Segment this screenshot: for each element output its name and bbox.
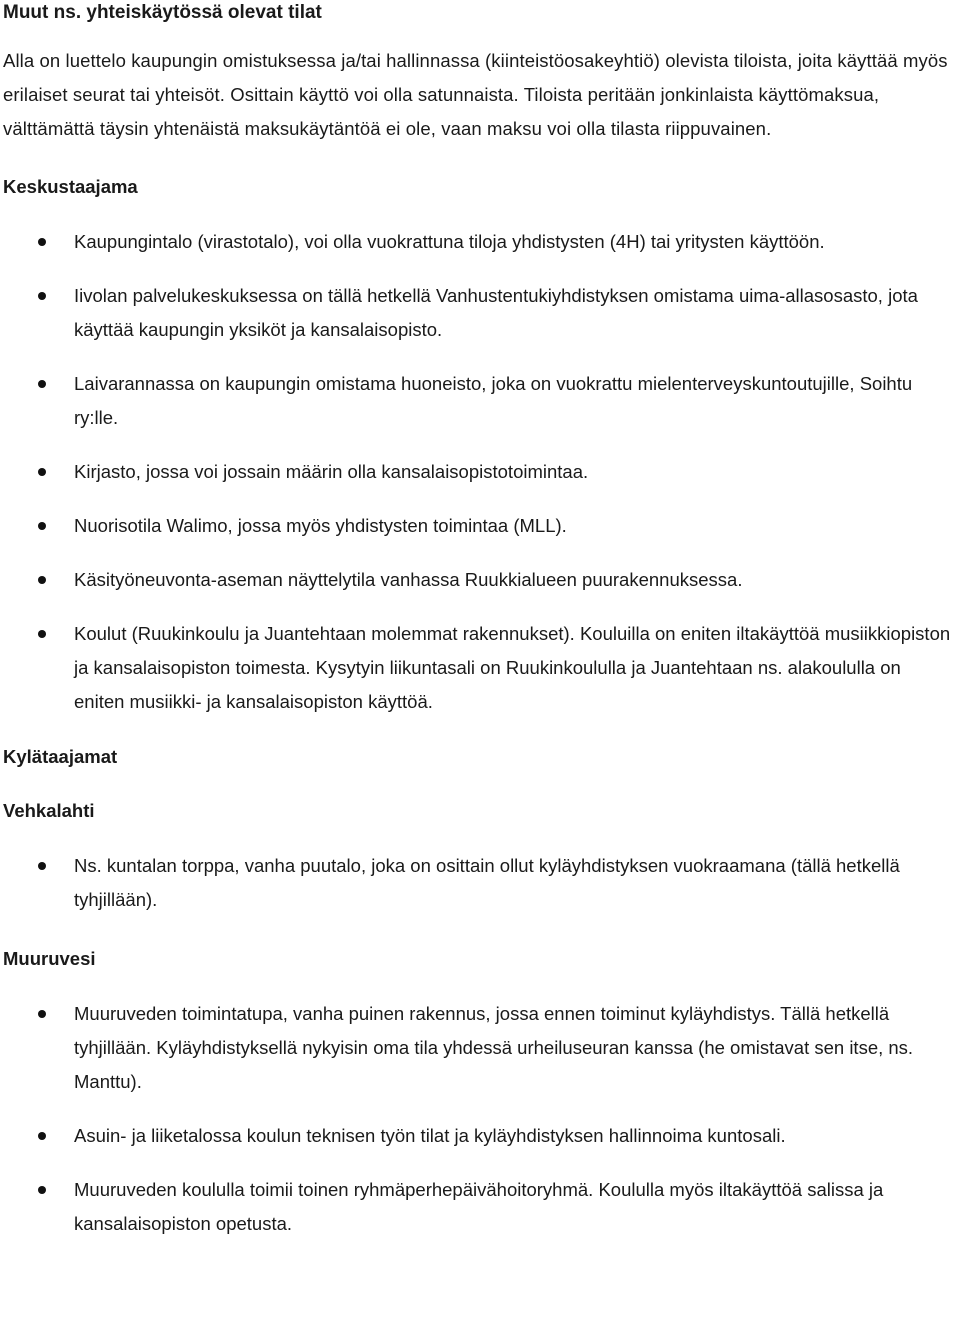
list-item <box>3 1173 955 1241</box>
list-item <box>3 225 955 259</box>
list-keskustaajama <box>3 225 955 719</box>
list-vehkalahti <box>3 849 955 917</box>
bullet-icon <box>38 862 46 870</box>
list-item <box>3 563 955 597</box>
list-item <box>3 509 955 543</box>
list-item <box>3 279 955 347</box>
bullet-icon <box>38 630 46 638</box>
list-item-text: Kaupungintalo (virastotalo), voi olla vuokrattuna tiloja yhdistysten (4H) tai yritysten käyttöön. <box>74 231 825 252</box>
list-item-text: Asuin- ja liiketalossa koulun teknisen työn tilat ja kyläyhdistyksen hallinnoima kuntosali. <box>74 1125 786 1146</box>
document-page <box>3 0 955 1241</box>
bullet-icon <box>38 1010 46 1018</box>
list-item <box>3 849 955 917</box>
list-item-text: Muuruveden koululla toimii toinen ryhmäperhepäivähoitoryhmä. Koululla myös iltakäyttöä salissa ja kansalaisopiston opetusta. <box>74 1179 884 1234</box>
list-item-text: Koulut (Ruukinkoulu ja Juantehtaan molemmat rakennukset). Kouluilla on eniten iltakäyttöä musiikkiopiston ja kansalaisopiston toimesta. Kysytyin liikuntasali on Ruukinkoululla ja Juantehtaan ns. alakoululla on eniten musiikki- ja kansalaisopiston käyttöä. <box>74 623 951 712</box>
list-item-text: Muuruveden toimintatupa, vanha puinen rakennus, jossa ennen toiminut kyläyhdistys. Tällä hetkellä tyhjillään. Kyläyhdistyksellä nykyisin oma tila yhdessä urheiluseuran kanssa (he omistavat sen itse, ns. Manttu). <box>74 1003 914 1092</box>
section-heading-vehkalahti: Vehkalahti <box>3 800 95 821</box>
list-item-text: Käsityöneuvonta-aseman näyttelytila vanhassa Ruukkialueen puurakennuksessa. <box>74 569 743 590</box>
intro-paragraph: Alla on luettelo kaupungin omistuksessa ja/tai hallinnassa (kiinteistöosakeyhtiö) olevista tiloista, joita käyttää myös erilaiset seurat tai yhteisöt. Osittain käyttö voi olla satunnaista. Tiloista peritään jonkinlaista käyttömaksua, välttämättä täysin yhtenäistä maksukäytäntöä ei ole, vaan maksu voi olla tilasta riippuvainen. <box>3 50 948 139</box>
page-title: Muut ns. yhteiskäytössä olevat tilat <box>3 2 322 23</box>
bullet-icon <box>38 468 46 476</box>
list-item <box>3 367 955 435</box>
section-heading-muuruvesi: Muuruvesi <box>3 948 96 969</box>
list-item <box>3 1119 955 1153</box>
bullet-icon <box>38 576 46 584</box>
list-item-text: Laivarannassa on kaupungin omistama huoneisto, joka on vuokrattu mielenterveyskuntoutujille, Soihtu ry:lle. <box>74 373 913 428</box>
bullet-icon <box>38 522 46 530</box>
list-item-text: Nuorisotila Walimo, jossa myös yhdistysten toimintaa (MLL). <box>74 515 567 536</box>
bullet-icon <box>38 380 46 388</box>
list-item-text: Ns. kuntalan torppa, vanha puutalo, joka on osittain ollut kyläyhdistyksen vuokraamana (tällä hetkellä tyhjillään). <box>74 855 900 910</box>
list-item <box>3 617 955 719</box>
list-item-text: Iivolan palvelukeskuksessa on tällä hetkellä Vanhustentukiyhdistyksen omistama uima-allasosasto, jota käyttää kaupungin yksiköt ja kansalaisopisto. <box>74 285 918 340</box>
section-heading-kylataajamat: Kylätaajamat <box>3 746 118 767</box>
bullet-icon <box>38 1132 46 1140</box>
bullet-icon <box>38 292 46 300</box>
list-item-text: Kirjasto, jossa voi jossain määrin olla kansalaisopistotoimintaa. <box>74 461 589 482</box>
list-muuruvesi <box>3 997 955 1241</box>
list-item <box>3 455 955 489</box>
bullet-icon <box>38 1186 46 1194</box>
list-item <box>3 997 955 1099</box>
section-heading-keskustaajama: Keskustaajama <box>3 176 138 197</box>
bullet-icon <box>38 238 46 246</box>
